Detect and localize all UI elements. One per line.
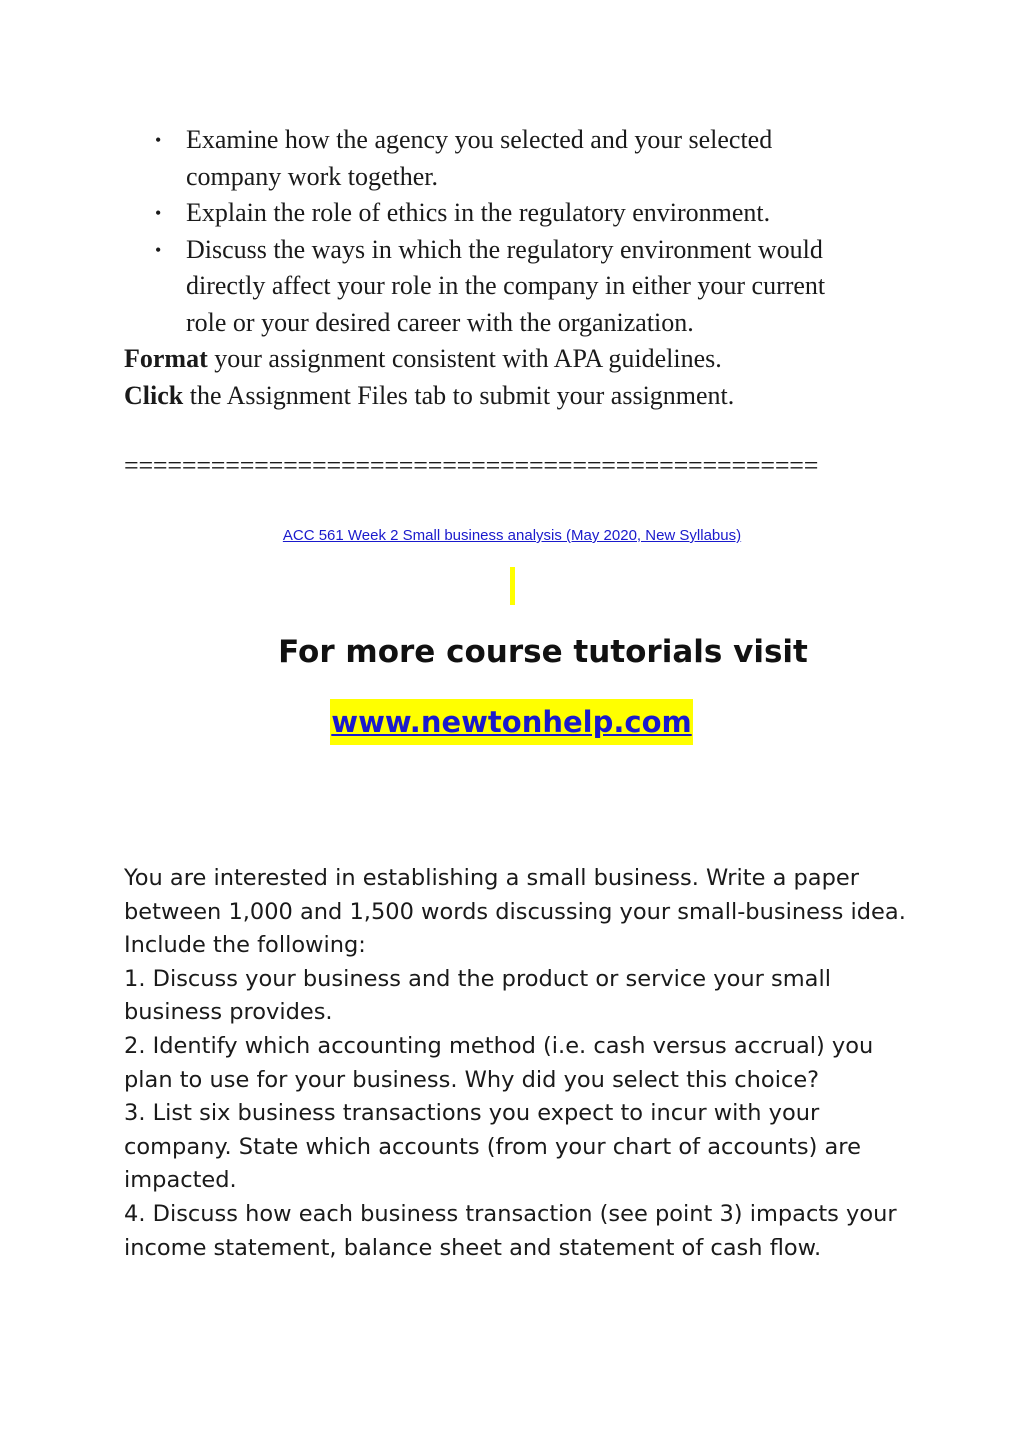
course-title-link[interactable]: ACC 561 Week 2 Small business analysis (May 2020, New Syllabus) — [282, 527, 742, 544]
click-instruction — [124, 378, 904, 415]
format-keyword: Format — [124, 344, 208, 373]
bullet-icon: • — [155, 203, 162, 223]
section-divider: ================================================ — [124, 451, 819, 480]
instruction-bullet-list — [124, 122, 904, 341]
assignment-instructions — [124, 122, 904, 414]
bullet-item-examine — [124, 122, 904, 195]
bullet-icon: • — [155, 239, 162, 260]
promo-heading: For more course tutorials visit — [278, 634, 808, 670]
body-line: income statement, balance sheet and statement of cash flow. — [124, 1234, 822, 1261]
bullet-line: role or your desired career with the organization. — [186, 307, 694, 337]
assignment-body — [124, 862, 914, 1265]
click-text: the Assignment Files tab to submit your assignment. — [183, 380, 735, 410]
bullet-line: Explain the role of ethics in the regulatory environment. — [186, 198, 771, 227]
body-line: You are interested in establishing a small business. Write a paper — [124, 865, 859, 891]
body-line: Include the following: — [124, 932, 366, 959]
course-link-row — [0, 525, 1024, 547]
body-line: 3. List six business transactions you expect to incur with your — [124, 1100, 820, 1127]
bullet-line: company work together. — [186, 161, 438, 191]
format-text: your assignment consistent with APA guidelines. — [207, 344, 722, 373]
text-cursor-highlight — [510, 567, 515, 605]
body-line: impacted. — [124, 1167, 237, 1194]
bullet-item-ethics — [124, 195, 904, 232]
click-keyword: Click — [124, 380, 184, 410]
body-line: company. State which accounts (from your chart of accounts) are — [124, 1133, 861, 1160]
body-line: business provides. — [124, 999, 333, 1026]
bullet-icon: • — [155, 130, 162, 150]
body-line: between 1,000 and 1,500 words discussing your small-business idea. — [124, 898, 906, 925]
format-instruction — [124, 341, 904, 378]
body-line: plan to use for your business. Why did you select this choice? — [124, 1066, 820, 1093]
bullet-line: Examine how the agency you selected and your selected — [186, 125, 773, 154]
body-line: 1. Discuss your business and the product or service your small — [124, 965, 831, 992]
bullet-line: Discuss the ways in which the regulatory environment would — [186, 234, 823, 264]
body-line: 4. Discuss how each business transaction (see point 3) impacts your — [124, 1200, 897, 1227]
bullet-item-discuss — [124, 232, 904, 342]
body-line: 2. Identify which accounting method (i.e. cash versus accrual) you — [124, 1032, 874, 1059]
bullet-line: directly affect your role in the company in either your current — [186, 271, 826, 300]
newtonhelp-site-link[interactable]: www.newtonhelp.com — [331, 705, 692, 739]
